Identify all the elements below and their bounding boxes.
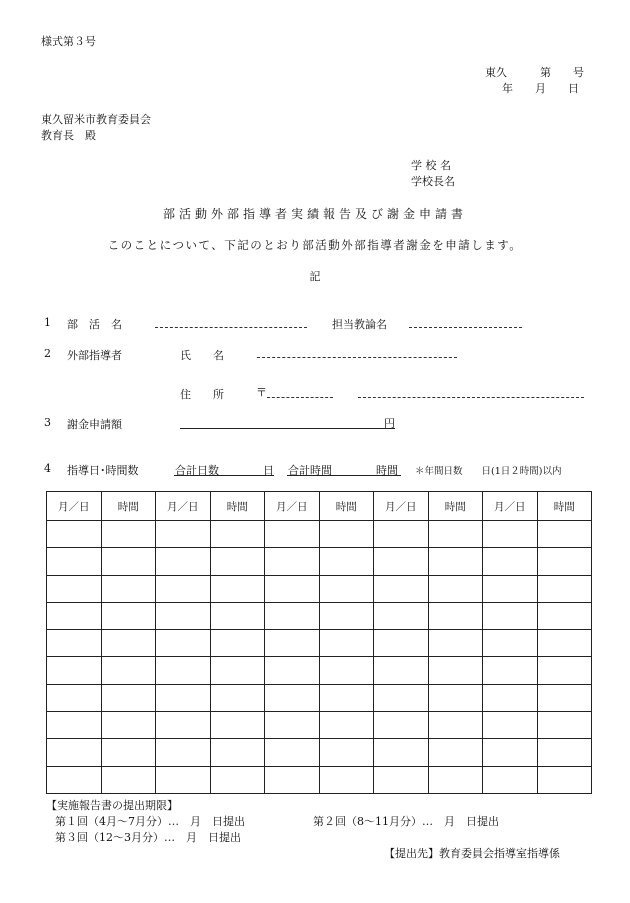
hours-cell[interactable]	[101, 575, 156, 602]
hours-cell[interactable]	[101, 630, 156, 657]
submit-to: 【提出先】教育委員会指導室指導係	[384, 847, 560, 860]
hours-cell[interactable]	[210, 657, 265, 684]
column-header: 月／日	[265, 492, 320, 521]
table-row	[47, 521, 592, 548]
date-cell[interactable]	[374, 630, 429, 657]
hours-cell[interactable]	[428, 521, 483, 548]
hours-cell[interactable]	[319, 739, 374, 766]
address-field[interactable]	[358, 397, 584, 398]
hours-cell[interactable]	[537, 684, 592, 711]
hours-cell[interactable]	[319, 575, 374, 602]
date-cell[interactable]	[374, 766, 429, 793]
total-hours-field[interactable]	[287, 475, 401, 476]
fee-amount-field[interactable]	[180, 428, 395, 429]
date-cell[interactable]	[265, 602, 320, 629]
hours-cell[interactable]	[537, 657, 592, 684]
hours-cell[interactable]	[210, 575, 265, 602]
table-row	[47, 548, 592, 575]
table-row	[47, 766, 592, 793]
date-cell[interactable]	[483, 712, 538, 739]
coach-label: 外部指導者	[67, 349, 122, 362]
club-name-field[interactable]	[155, 327, 307, 328]
hours-cell[interactable]	[101, 657, 156, 684]
date-cell[interactable]	[483, 602, 538, 629]
hours-cell[interactable]	[428, 548, 483, 575]
date-cell[interactable]	[374, 521, 429, 548]
hours-cell[interactable]	[319, 521, 374, 548]
hours-cell[interactable]	[101, 521, 156, 548]
date-cell[interactable]	[156, 657, 211, 684]
hours-cell[interactable]	[428, 657, 483, 684]
hours-cell[interactable]	[101, 684, 156, 711]
hours-cell[interactable]	[210, 684, 265, 711]
hours-cell[interactable]	[319, 602, 374, 629]
date-cell[interactable]	[483, 521, 538, 548]
column-header: 月／日	[47, 492, 102, 521]
hours-cell[interactable]	[210, 602, 265, 629]
date-cell[interactable]	[47, 739, 102, 766]
deadline-third: 第３回（12～3月分）… 月 日提出	[55, 831, 241, 844]
attendance-table	[46, 491, 592, 794]
hours-cell[interactable]	[101, 766, 156, 793]
hours-cell[interactable]	[537, 548, 592, 575]
column-header: 時間	[319, 492, 374, 521]
total-hours-label: 合計時間	[288, 464, 332, 477]
days-label: 指導日･時間数	[67, 464, 139, 477]
hours-cell[interactable]	[537, 630, 592, 657]
recipient-board: 東久留米市教育委員会	[41, 113, 151, 126]
date-cell[interactable]	[156, 602, 211, 629]
date-cell[interactable]	[374, 575, 429, 602]
date-cell[interactable]	[483, 684, 538, 711]
total-days-label: 合計日数	[175, 464, 219, 477]
hours-cell[interactable]	[537, 602, 592, 629]
column-header: 時間	[428, 492, 483, 521]
coach-address-label: 住 所	[180, 388, 224, 401]
hours-cell[interactable]	[319, 766, 374, 793]
hours-cell[interactable]	[428, 575, 483, 602]
item-number-3: 3	[44, 416, 51, 429]
item-number-1: 1	[44, 316, 51, 329]
table-row	[47, 712, 592, 739]
hours-cell[interactable]	[210, 739, 265, 766]
date-cell[interactable]	[483, 739, 538, 766]
date-cell[interactable]	[374, 548, 429, 575]
table-header-row	[47, 492, 592, 521]
date-cell[interactable]	[483, 548, 538, 575]
table-row	[47, 602, 592, 629]
date-cell[interactable]	[265, 630, 320, 657]
date-cell[interactable]	[265, 548, 320, 575]
date-cell[interactable]	[483, 575, 538, 602]
date-cell[interactable]	[47, 602, 102, 629]
school-name-label: 学 校 名	[411, 159, 451, 172]
date-cell[interactable]	[156, 739, 211, 766]
hours-cell[interactable]	[319, 684, 374, 711]
date-cell[interactable]	[265, 766, 320, 793]
deadline-heading: 【実施報告書の提出期限】	[46, 799, 178, 812]
date-cell[interactable]	[483, 630, 538, 657]
fee-label: 謝金申請額	[67, 418, 122, 431]
hours-cell[interactable]	[210, 712, 265, 739]
date-cell[interactable]	[265, 575, 320, 602]
hours-cell[interactable]	[101, 602, 156, 629]
date-cell[interactable]	[374, 712, 429, 739]
column-header: 時間	[210, 492, 265, 521]
club-name-label: 部 活 名	[67, 318, 122, 331]
table-row	[47, 684, 592, 711]
coach-name-label: 氏 名	[180, 349, 224, 362]
deadline-first: 第１回（4月～7月分）… 月 日提出	[55, 815, 245, 828]
hours-cell[interactable]	[210, 548, 265, 575]
date-cell[interactable]	[47, 684, 102, 711]
hours-cell[interactable]	[537, 575, 592, 602]
column-header: 時間	[101, 492, 156, 521]
date-cell[interactable]	[156, 521, 211, 548]
date-cell[interactable]	[156, 766, 211, 793]
date-cell[interactable]	[47, 766, 102, 793]
hours-cell[interactable]	[101, 739, 156, 766]
hours-cell[interactable]	[537, 521, 592, 548]
hours-cell[interactable]	[101, 712, 156, 739]
date-cell[interactable]	[47, 575, 102, 602]
form-number: 様式第３号	[41, 35, 96, 48]
date-cell[interactable]	[374, 657, 429, 684]
date-cell[interactable]	[483, 766, 538, 793]
date-cell[interactable]	[265, 712, 320, 739]
table-row	[47, 657, 592, 684]
date-cell[interactable]	[265, 657, 320, 684]
date-line: 年 月 日	[502, 82, 579, 95]
date-cell[interactable]	[47, 712, 102, 739]
coach-name-field[interactable]	[257, 357, 457, 358]
document-title: 部活動外部指導者実績報告及び謝金申請書	[162, 207, 467, 221]
date-cell[interactable]	[156, 712, 211, 739]
total-days-field[interactable]	[174, 475, 274, 476]
item-number-4: 4	[44, 462, 51, 475]
deadline-second: 第２回（8～11月分）… 月 日提出	[313, 815, 499, 828]
yen-unit: 円	[384, 417, 395, 430]
column-header: 月／日	[156, 492, 211, 521]
hours-cell[interactable]	[428, 712, 483, 739]
date-cell[interactable]	[265, 739, 320, 766]
principal-name-label: 学校長名	[411, 175, 455, 188]
postal-code-field[interactable]	[267, 397, 333, 398]
date-cell[interactable]	[374, 739, 429, 766]
reference-number: 東久 第 号	[485, 66, 584, 79]
hours-cell[interactable]	[319, 630, 374, 657]
date-cell[interactable]	[156, 630, 211, 657]
day-unit: 日	[263, 464, 274, 477]
date-cell[interactable]	[374, 602, 429, 629]
hours-cell[interactable]	[428, 739, 483, 766]
hours-cell[interactable]	[428, 602, 483, 629]
date-cell[interactable]	[47, 630, 102, 657]
table-row	[47, 630, 592, 657]
hours-cell[interactable]	[319, 548, 374, 575]
hours-cell[interactable]	[428, 684, 483, 711]
teacher-label: 担当教論名	[332, 318, 387, 331]
column-header: 時間	[537, 492, 592, 521]
hours-cell[interactable]	[210, 630, 265, 657]
hours-cell[interactable]	[101, 548, 156, 575]
date-cell[interactable]	[47, 657, 102, 684]
table-row	[47, 739, 592, 766]
date-cell[interactable]	[47, 521, 102, 548]
hours-cell[interactable]	[537, 712, 592, 739]
ki-heading: 記	[309, 270, 321, 283]
teacher-name-field[interactable]	[409, 327, 522, 328]
hours-cell[interactable]	[319, 712, 374, 739]
hours-cell[interactable]	[428, 766, 483, 793]
postal-mark: 〒	[256, 386, 267, 399]
hours-cell[interactable]	[210, 766, 265, 793]
date-cell[interactable]	[156, 684, 211, 711]
hours-cell[interactable]	[319, 657, 374, 684]
date-cell[interactable]	[374, 684, 429, 711]
table-row	[47, 575, 592, 602]
hours-cell[interactable]	[537, 739, 592, 766]
date-cell[interactable]	[483, 657, 538, 684]
hours-cell[interactable]	[428, 630, 483, 657]
annual-days-note: ＊年間日数 日(1日２時間)以内	[415, 466, 562, 477]
column-header: 月／日	[374, 492, 429, 521]
statement: このことについて、下記のとおり部活動外部指導者謝金を申請します。	[107, 238, 523, 252]
date-cell[interactable]	[156, 548, 211, 575]
date-cell[interactable]	[265, 684, 320, 711]
date-cell[interactable]	[156, 575, 211, 602]
hour-unit: 時間	[376, 464, 398, 477]
hours-cell[interactable]	[537, 766, 592, 793]
column-header: 月／日	[483, 492, 538, 521]
date-cell[interactable]	[47, 548, 102, 575]
date-cell[interactable]	[265, 521, 320, 548]
item-number-2: 2	[44, 347, 51, 360]
recipient-superintendent: 教育長 殿	[41, 129, 96, 142]
hours-cell[interactable]	[210, 521, 265, 548]
